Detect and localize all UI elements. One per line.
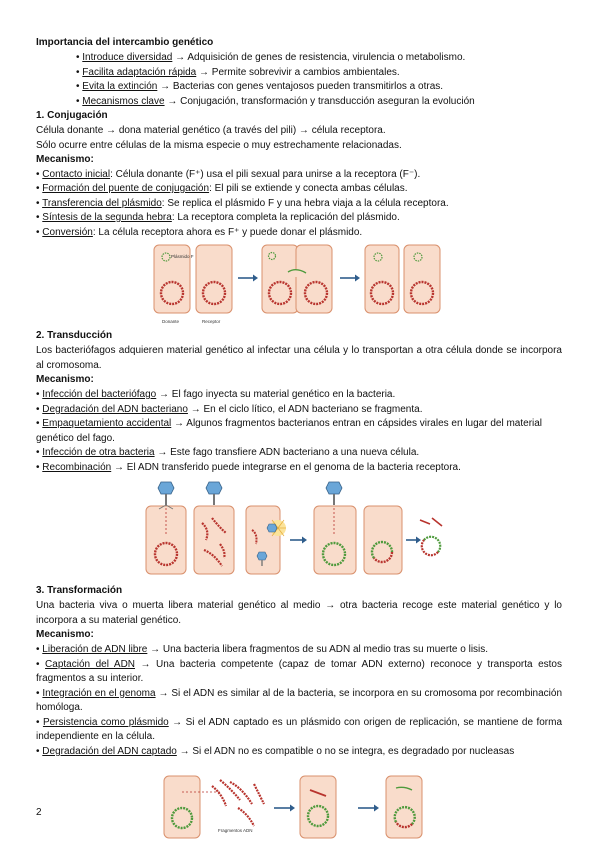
desc: → Bacterias con genes ventajosos pueden transmitirlos a otras. xyxy=(157,81,444,92)
desc: → El ADN transferido puede integrarse en el genoma de la bacteria receptora. xyxy=(111,461,461,473)
arrow xyxy=(290,537,307,544)
importance-item: • Mecanismos clave → Conjugación, transformación y transducción aseguran la evolución xyxy=(76,95,475,107)
phage-icon xyxy=(206,482,222,505)
arrow-2 xyxy=(340,275,360,282)
mechanism-step: • Captación del ADN → Una bacteria competente (capaz de tomar ADN externo) reconoce y transporta estos fragmentos a su interior. xyxy=(36,658,562,685)
arrow-1 xyxy=(274,805,295,812)
mechanism-label: Mecanismo: xyxy=(36,374,94,385)
desc: → Este fago transfiere ADN bacteriano a una nueva célula. xyxy=(154,447,420,458)
importance-item: • Introduce diversidad → Adquisición de genes de resistencia, virulencia o metabolismo. xyxy=(76,52,466,63)
arrow-2 xyxy=(358,805,379,812)
desc: : El pili se extiende y conecta ambas células. xyxy=(209,183,408,194)
term: Introduce diversidad xyxy=(82,52,173,63)
term: Persistencia como plásmido xyxy=(42,716,169,728)
desc: → Si el ADN es similar al de la bacteria, se incorpora en su cromosoma por recombinación homóloga. xyxy=(36,687,563,714)
term: Empaquetamiento accidental xyxy=(42,418,172,429)
importance-item: • Evita la extinción → Bacterias con genes ventajosos pueden transmitirlos a otras. xyxy=(76,81,444,92)
term: Liberación de ADN libre xyxy=(42,644,148,655)
mechanism-step: • Liberación de ADN libre → Una bacteria libera fragmentos de su ADN al medio tras su muerte o lisis. xyxy=(36,644,489,655)
term: Captación del ADN xyxy=(45,658,136,670)
desc: : La receptora completa la replicación del plásmido. xyxy=(171,212,400,223)
fragments-label: Fragmentos ADN xyxy=(218,828,253,833)
term: Formación del puente de conjugación xyxy=(42,183,210,194)
recombined-cell xyxy=(410,506,446,574)
desc: → Si el ADN captado es un plásmido con origen de replicación, se mantiene de forma independiente en la célula. xyxy=(36,716,563,743)
desc: → Una bacteria competente (capaz de tomar ADN externo) reconoce y transporta estos fragmentos a su interior. xyxy=(36,658,562,685)
term: Degradación del ADN captado xyxy=(42,745,177,757)
conjugation-figure xyxy=(150,242,450,327)
competent-cell xyxy=(164,776,220,838)
donor-label: Donante xyxy=(162,319,180,324)
term: Evita la extinción xyxy=(82,81,158,92)
term: Contacto inicial xyxy=(42,168,111,180)
desc: → Si el ADN no es compatible o no se integra, es degradado por nucleasas xyxy=(176,745,515,757)
desc: → Algunos fragmentos bacterianos entran en cápsides virales en lugar del material genético del fago. xyxy=(36,418,543,444)
mechanism-step: • Transferencia del plásmido: Se replica el plásmido F y una hebra viaja a la célula receptora. xyxy=(36,197,449,209)
mechanism-step: • Degradación del ADN bacteriano → En el ciclo lítico, el ADN bacteriano se fragmenta. xyxy=(36,403,423,415)
term: Integración en el genoma xyxy=(42,687,156,699)
conjugation-intro-2: Sólo ocurre entre células de la misma especie o muy estrechamente relacionadas. xyxy=(36,139,402,151)
donor-after xyxy=(365,245,399,313)
transformation-figure xyxy=(160,774,440,842)
term: Infección de otra bacteria xyxy=(42,447,155,458)
mechanism-step: • Contacto inicial: Célula donante (F⁺) usa el pili sexual para unirse a la receptora (F⁻). xyxy=(36,168,421,180)
mechanism-step: • Conversión: La célula receptora ahora es F⁺ y puede donar el plásmido. xyxy=(36,226,363,238)
lysing-cell xyxy=(246,506,286,574)
term: Facilita adaptación rápida xyxy=(82,66,197,78)
desc: → Una bacteria libera fragmentos de su ADN al medio tras su muerte o lisis. xyxy=(147,644,489,655)
recombining-cell xyxy=(364,506,402,574)
mechanism-step: • Persistencia como plásmido → Si el ADN captado es un plásmido con origen de replicación, se mantiene de forma independiente en la célula. xyxy=(36,716,563,743)
plasmid-label: Plásmido F xyxy=(171,254,194,259)
transformation-intro: Una bacteria viva o muerta libera material genético al medio → otra bacteria recoge este material genético y lo incorpora a su material genético. xyxy=(36,600,562,626)
uptake-cell xyxy=(300,776,336,838)
mechanism-step: • Infección de otra bacteria → Este fago transfiere ADN bacteriano a una nueva célula. xyxy=(36,447,420,458)
desc: → Permite sobrevivir a cambios ambientales. xyxy=(196,66,400,78)
term: Síntesis de la segunda hebra xyxy=(42,212,172,223)
desc: → El fago inyecta su material genético en la bacteria. xyxy=(156,389,396,400)
section-heading-transformation: 3. Transformación xyxy=(36,585,123,596)
term: Recombinación xyxy=(42,461,112,473)
conjugation-intro-1: Célula donante → dona material genético (a través del pili) → célula receptora. xyxy=(36,125,386,136)
section-heading-transduction: 2. Transducción xyxy=(36,330,113,341)
new-host-cell xyxy=(314,506,356,574)
mechanism-label: Mecanismo: xyxy=(36,154,94,165)
fragmented-cell xyxy=(194,506,234,574)
term: Infección del bacteriófago xyxy=(42,389,157,400)
mechanism-step: • Integración en el genoma → Si el ADN es similar al de la bacteria, se incorpora en su cromosoma por recombinación homóloga. xyxy=(36,687,563,714)
desc: → Conjugación, transformación y transducción aseguran la evolución xyxy=(164,95,475,107)
term: Transferencia del plásmido xyxy=(42,197,162,209)
mechanism-step: • Infección del bacteriófago → El fago inyecta su material genético en la bacteria. xyxy=(36,389,396,400)
desc: : Se replica el plásmido F y una hebra viaja a la célula receptora. xyxy=(161,197,449,209)
phage-icon xyxy=(158,482,174,509)
page-title: Importancia del intercambio genético xyxy=(36,37,214,48)
desc: → Adquisición de genes de resistencia, virulencia o metabolismo. xyxy=(172,52,466,63)
conjugating-cells xyxy=(262,245,332,313)
desc: : La célula receptora ahora es F⁺ y puede donar el plásmido. xyxy=(92,226,363,238)
mechanism-step: • Degradación del ADN captado → Si el ADN no es compatible o no se integra, es degradado por nucleasas xyxy=(36,745,515,757)
term: Mecanismos clave xyxy=(82,95,165,107)
mechanism-step: • Síntesis de la segunda hebra: La receptora completa la replicación del plásmido. xyxy=(36,212,400,223)
transduction-figure xyxy=(140,478,450,578)
section-heading-conjugation: 1. Conjugación xyxy=(36,110,108,121)
page-number: 2 xyxy=(36,807,42,818)
transduction-intro: Los bacteriófagos adquieren material genético al infectar una célula y lo transportan a otra célula donde se incorpora al cromosoma. xyxy=(36,345,562,371)
desc: → En el ciclo lítico, el ADN bacteriano se fragmenta. xyxy=(187,403,423,415)
recipient-label: Receptor xyxy=(202,319,221,324)
recipient-after xyxy=(404,245,440,313)
phage-icon xyxy=(326,482,342,505)
importance-item: • Facilita adaptación rápida → Permite sobrevivir a cambios ambientales. xyxy=(76,66,400,78)
donor-cell xyxy=(154,245,194,313)
mechanism-step: • Empaquetamiento accidental → Algunos fragmentos bacterianos entran en cápsides virales en lugar del material genético del fago. xyxy=(36,418,543,444)
desc: : Célula donante (F⁺) usa el pili sexual para unirse a la receptora (F⁻). xyxy=(110,168,421,180)
mechanism-step: • Formación del puente de conjugación: El pili se extiende y conecta ambas células. xyxy=(36,183,408,194)
infected-cell xyxy=(146,506,186,574)
term: Conversión xyxy=(42,226,93,238)
recipient-cell xyxy=(196,245,232,313)
transformed-cell xyxy=(386,776,422,838)
free-dna-fragments xyxy=(212,780,264,833)
mechanism-step: • Recombinación → El ADN transferido puede integrarse en el genoma de la bacteria receptora. xyxy=(36,461,461,473)
term: Degradación del ADN bacteriano xyxy=(42,403,188,415)
arrow-1 xyxy=(238,275,258,282)
mechanism-label: Mecanismo: xyxy=(36,629,94,640)
